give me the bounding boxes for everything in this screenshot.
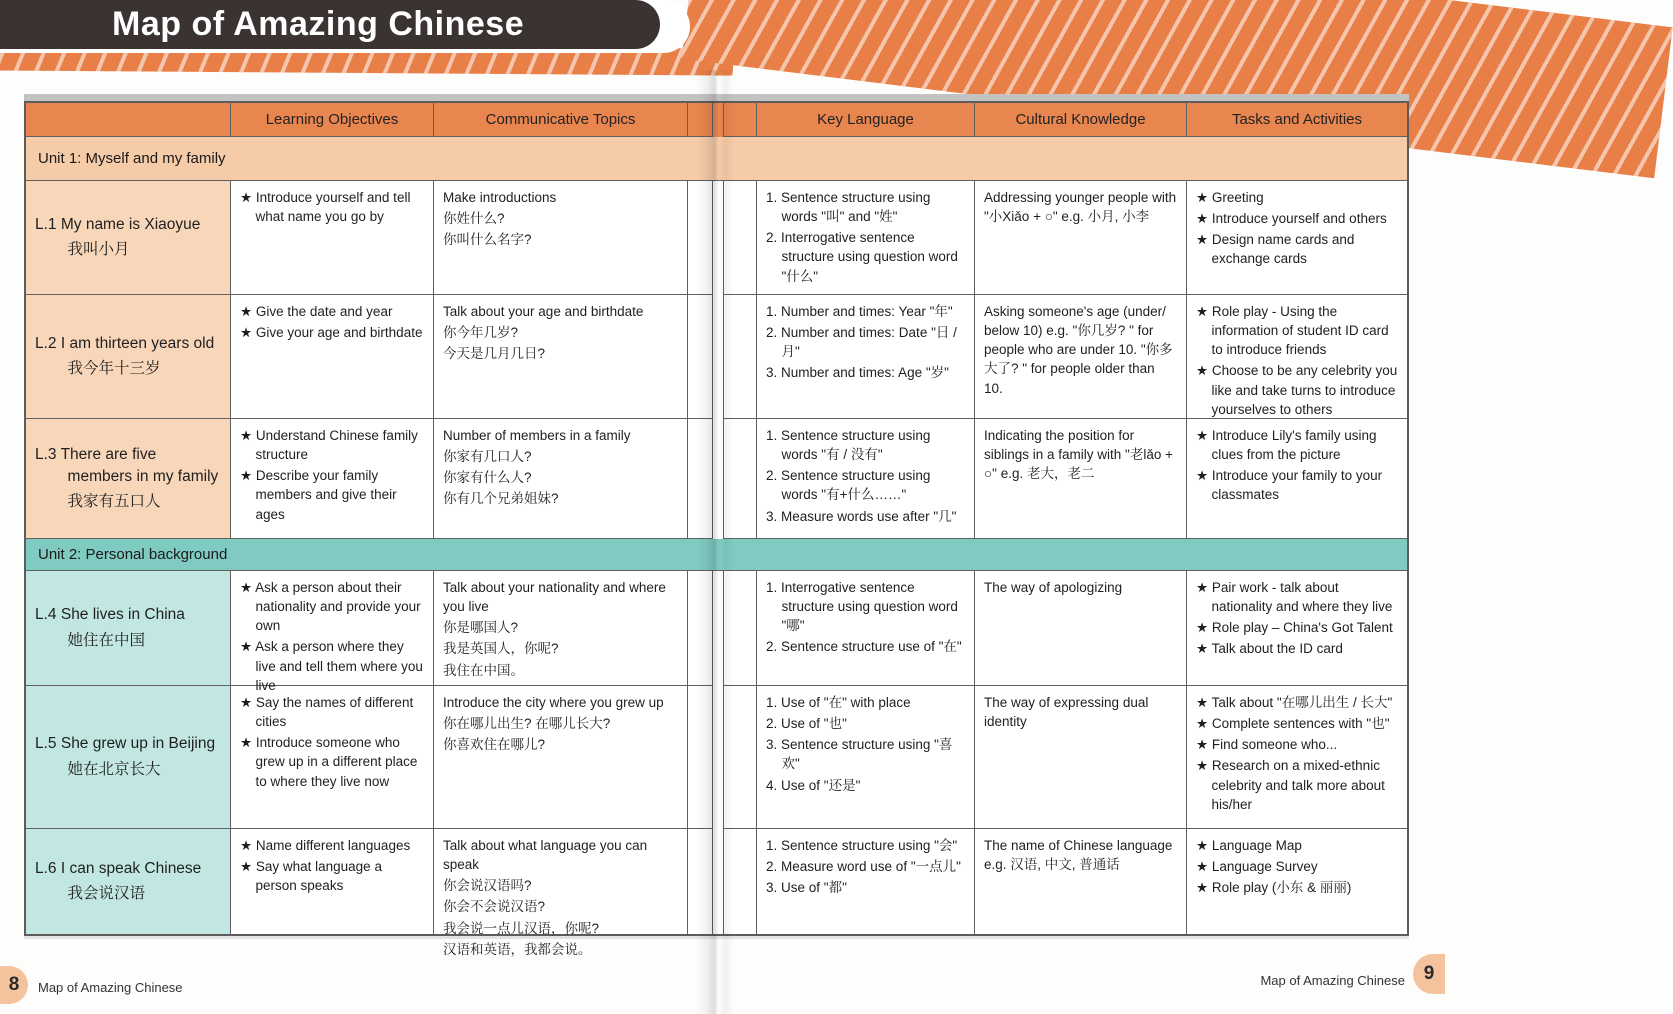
lesson-l6-cultural-cell: The name of Chinese language e.g. 汉语, 中文, 普通话 (975, 829, 1187, 934)
lesson-l4-key-language-cell (757, 571, 975, 686)
unit-1-band: Unit 1: Myself and my family (26, 137, 1407, 181)
list-item: ★ Complete sentences with "也" (1196, 716, 1390, 732)
lesson-l2-objectives-cell (231, 295, 434, 419)
lesson-l4-cultural-cell: The way of apologizing (975, 571, 1187, 686)
right-page-margin-cell (723, 829, 757, 934)
lesson-l3-key-language-cell (757, 419, 975, 539)
header-communicative-topics: Communicative Topics (434, 103, 688, 137)
lesson-l1-title-en: L.1 My name is Xiaoyue (35, 215, 201, 233)
list-item: Talk about your nationality and where you live (443, 580, 666, 615)
list-item: 你在哪儿出生? 在哪儿长大? (443, 716, 611, 732)
list-item: ★ Say what language a person speaks (240, 859, 382, 894)
curriculum-table (24, 101, 1409, 957)
list-item: 1. Sentence structure using words "叫" and "姓" (766, 190, 931, 225)
list-item: ★ Give your age and birthdate (240, 325, 423, 341)
header-learning-objectives: Learning Objectives (231, 103, 434, 137)
header-key-language: Key Language (757, 103, 975, 137)
list-item: 你有几个兄弟姐妹? (443, 491, 559, 507)
list-item: ★ Choose to be any celebrity you like and take turns to introduce yourselves to others (1196, 363, 1398, 417)
list-item: ★ Introduce Lily's family using clues from the picture (1196, 428, 1377, 463)
lesson-l1-topics-cell (434, 181, 688, 295)
unit-2-band: Unit 2: Personal background (26, 539, 1407, 571)
lesson-l1-key-language-cell (757, 181, 975, 295)
list-item: 1. Sentence structure using "会" (766, 838, 958, 853)
list-item: ★ Give the date and year (240, 304, 393, 319)
lesson-l3-cultural-cell: Indicating the position for siblings in a family with "老lǎo + ○" e.g. 老大，老二 (975, 419, 1187, 539)
lesson-l5-title-zh: 她在北京长大 (67, 760, 161, 778)
list-item: ★ Talk about "在哪儿出生 / 长大" (1196, 695, 1393, 710)
spine-gap (713, 686, 723, 829)
footer-title-left: Map of Amazing Chinese (38, 980, 183, 995)
list-item: ★ Language Survey (1196, 859, 1318, 875)
lesson-l2-tasks-cell (1187, 295, 1407, 419)
lesson-l3-title-en: L.3 There are five members in my family (35, 445, 219, 485)
page-number-left: 8 (8, 974, 20, 995)
list-item: 1. Use of "在" with place (766, 695, 911, 710)
header-spine-gap (713, 103, 723, 137)
lesson-l1-label-cell (26, 181, 231, 295)
left-page-margin-cell (688, 295, 713, 419)
list-item: 你喜欢住在哪儿? (443, 737, 546, 753)
right-page-margin-cell (723, 295, 757, 419)
lesson-l1-title-zh: 我叫小月 (67, 241, 130, 259)
list-item: ★ Greeting (1196, 190, 1264, 205)
lesson-l1-tasks-cell (1187, 181, 1407, 295)
lesson-l2-title-zh: 我今年十三岁 (67, 360, 161, 378)
list-item: ★ Ask a person where they live and tell them where you live (240, 639, 423, 693)
lesson-l4-title-en: L.4 She lives in China (35, 606, 185, 624)
lesson-l2-cultural-cell: Asking someone's age (under/ below 10) e.g. "你几岁? " for people who are under 10. "你多大了? " for people older than 10. (975, 295, 1187, 419)
lesson-l3-title-zh: 我家有五口人 (67, 493, 161, 511)
list-item: ★ Introduce yourself and others (1196, 211, 1387, 227)
list-item: ★ Pair work - talk about nationality and where they live (1196, 580, 1393, 615)
lesson-l5-key-language-cell (757, 686, 975, 829)
lesson-l6-key-language-cell (757, 829, 975, 934)
lesson-l6-label-cell (26, 829, 231, 934)
left-page-margin-cell (688, 571, 713, 686)
list-item: 我住在中国。 (443, 662, 524, 678)
lesson-l3-objectives-cell (231, 419, 434, 539)
lesson-l5-tasks-cell (1187, 686, 1407, 829)
list-item: 1. Interrogative sentence structure using question word "哪" (766, 580, 958, 634)
list-item: 4. Use of "还是" (766, 777, 861, 793)
lesson-l6-topics-cell (434, 829, 688, 957)
left-page-margin-cell (688, 686, 713, 829)
list-item: ★ Role play (小东 & 丽丽) (1196, 880, 1352, 896)
right-page-margin-cell (723, 686, 757, 829)
right-page-margin-cell (723, 419, 757, 539)
list-item: ★ Introduce your family to your classmates (1196, 468, 1383, 503)
list-item: ★ Role play - Using the information of student ID card to introduce friends (1196, 304, 1389, 358)
lesson-l6-objectives-cell (231, 829, 434, 934)
spine-gap (713, 181, 723, 295)
left-page-margin-cell (688, 419, 713, 539)
list-item: 你姓什么? (443, 211, 505, 227)
list-item: Make introductions (443, 190, 557, 205)
header-left-page-margin (688, 103, 713, 137)
list-item: 你今年几岁? (443, 325, 519, 341)
lesson-l6-tasks-cell (1187, 829, 1407, 934)
list-item: 你叫什么名字? (443, 232, 532, 248)
page-number-badge-right (1413, 954, 1445, 994)
list-item: 2. Sentence structure use of "在" (766, 639, 962, 655)
list-item: ★ Ask a person about their nationality and provide your own (240, 580, 421, 634)
lesson-l4-tasks-cell (1187, 571, 1407, 686)
lesson-l4-topics-cell (434, 571, 688, 686)
right-page-margin-cell (723, 181, 757, 295)
list-item: ★ Design name cards and exchange cards (1196, 232, 1355, 267)
lesson-l1-cultural-cell: Addressing younger people with "小Xiǎo + ○" e.g. 小月, 小李 (975, 181, 1187, 295)
lesson-l1-objectives-cell (231, 181, 434, 295)
page-title: Map of Amazing Chinese (112, 5, 525, 43)
spine-gap (713, 829, 723, 934)
lesson-l6-title-en: L.6 I can speak Chinese (35, 859, 202, 877)
list-item: 你家有什么人? (443, 470, 532, 486)
lesson-l6-title-zh: 我会说汉语 (67, 885, 146, 903)
list-item: 你是哪国人? (443, 620, 519, 636)
list-item: 你会说汉语吗? (443, 878, 532, 894)
list-item: ★ Find someone who... (1196, 737, 1338, 753)
list-item: ★ Say the names of different cities (240, 695, 414, 730)
lesson-l4-objectives-cell (231, 571, 434, 693)
lesson-l5-title-en: L.5 She grew up in Beijing (35, 735, 216, 753)
lesson-l2-title-en: L.2 I am thirteen years old (35, 334, 215, 352)
lesson-l5-label-cell (26, 686, 231, 829)
footer-title-right: Map of Amazing Chinese (1260, 973, 1405, 988)
header-lesson-column (26, 103, 231, 137)
list-item: 3. Measure words use after "几" (766, 508, 957, 524)
list-item: ★ Introduce yourself and tell what name you go by (240, 190, 411, 225)
lesson-l2-topics-cell (434, 295, 688, 419)
lesson-l2-label-cell (26, 295, 231, 419)
lesson-l2-key-language-cell (757, 295, 975, 419)
lesson-l5-cultural-cell: The way of expressing dual identity (975, 686, 1187, 829)
list-item: 今天是几月几日? (443, 346, 546, 362)
left-page-margin-cell (688, 829, 713, 934)
list-item: 汉语和英语，我都会说。 (443, 941, 592, 957)
list-item: ★ Name different languages (240, 838, 411, 853)
list-item: 1. Sentence structure using words "有 / 没有" (766, 428, 931, 463)
list-item: 2. Sentence structure using words "有+什么……" (766, 468, 931, 503)
left-page-margin-cell (688, 181, 713, 295)
spine-gap (713, 419, 723, 539)
list-item: Introduce the city where you grew up (443, 695, 664, 710)
list-item: ★ Language Map (1196, 838, 1302, 853)
list-item: Number of members in a family (443, 428, 631, 443)
lesson-l5-topics-cell (434, 686, 688, 829)
list-item: 1. Number and times: Year "年" (766, 304, 953, 319)
lesson-l3-tasks-cell (1187, 419, 1407, 539)
list-item: ★ Describe your family members and give their ages (240, 468, 397, 522)
list-item: ★ Research on a mixed-ethnic celebrity and talk more about his/her (1196, 758, 1385, 812)
list-item: Talk about your age and birthdate (443, 304, 644, 319)
right-page-margin-cell (723, 571, 757, 686)
header-right-page-margin (723, 103, 757, 137)
list-item: 我是英国人，你呢? (443, 641, 559, 657)
list-item: 你家有几口人? (443, 449, 532, 465)
list-item: ★ Talk about the ID card (1196, 641, 1343, 657)
list-item: 2. Measure word use of "一点儿" (766, 859, 961, 875)
list-item: ★ Role play – China's Got Talent (1196, 620, 1393, 636)
list-item: 2. Interrogative sentence structure using question word "什么" (766, 230, 958, 284)
header-tasks-and-activities: Tasks and Activities (1187, 103, 1407, 137)
lesson-l3-label-cell (26, 419, 231, 539)
list-item: 2. Number and times: Date "日 / 月" (766, 325, 957, 360)
lesson-l4-title-zh: 她住在中国 (67, 631, 146, 649)
list-item: 我会说一点儿汉语，你呢? (443, 920, 600, 936)
list-item: 你会不会说汉语? (443, 899, 546, 915)
list-item: ★ Introduce someone who grew up in a different place to where they live now (240, 735, 418, 789)
list-item: 3. Sentence structure using "喜欢" (766, 737, 953, 772)
lesson-l5-objectives-cell (231, 686, 434, 829)
list-item: 3. Number and times: Age "岁" (766, 365, 949, 381)
page-number-right: 9 (1423, 963, 1435, 984)
lesson-l4-label-cell (26, 571, 231, 686)
list-item: 2. Use of "也" (766, 716, 847, 732)
list-item: Talk about what language you can speak (443, 838, 648, 873)
header-cultural-knowledge: Cultural Knowledge (975, 103, 1187, 137)
list-item: ★ Understand Chinese family structure (240, 428, 418, 463)
lesson-l3-topics-cell (434, 419, 688, 539)
spine-gap (713, 295, 723, 419)
page-number-badge-left (0, 966, 28, 1004)
title-banner (0, 0, 660, 49)
spine-gap (713, 571, 723, 686)
list-item: 3. Use of "都" (766, 880, 847, 896)
